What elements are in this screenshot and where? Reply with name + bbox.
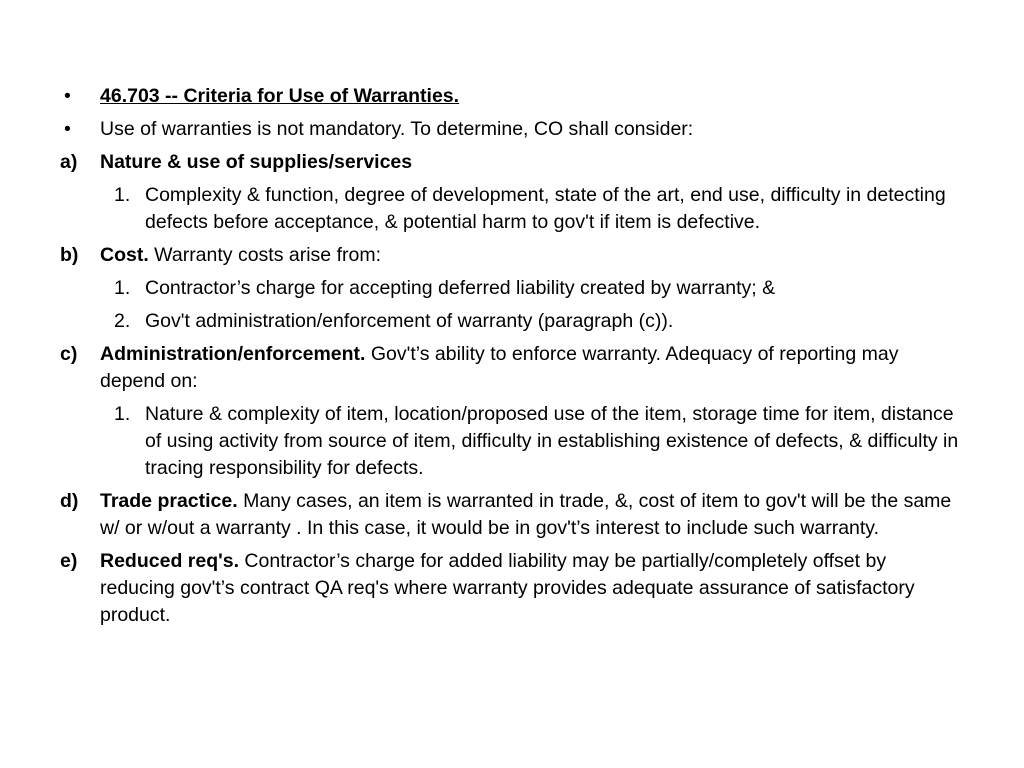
sub-marker: 1. xyxy=(114,277,131,299)
criterion-title: Cost. xyxy=(100,244,149,266)
criterion-text: Contractor’s charge for added liability may be partially/completely offset by reducing gov't’s contract QA req's where warranty provides adequate assurance of satisfactory product. xyxy=(100,550,915,626)
bullet-marker: • xyxy=(64,118,71,140)
criterion-text: Many cases, an item is warranted in trade, &, cost of item to gov't will be the same w/ or w/out a warranty . In this case, it would be in gov't’s interest to include such warranty. xyxy=(100,490,952,539)
sub-text: Nature & complexity of item, location/proposed use of the item, storage time for item, distance of using activity from source of item, difficulty in establishing existence of defects, & difficulty in tracing responsibility for defects. xyxy=(145,403,959,479)
criterion-title: Trade practice. xyxy=(100,490,238,512)
bullet-intro xyxy=(60,116,960,143)
sub-marker: 1. xyxy=(114,403,131,425)
criterion-b xyxy=(60,242,960,269)
section-title: 46.703 -- Criteria for Use of Warranties. xyxy=(100,85,460,107)
criterion-marker: e) xyxy=(60,550,78,572)
criterion-c xyxy=(60,341,960,395)
criterion-text: Warranty costs arise from: xyxy=(148,244,381,266)
criterion-b-sub-2 xyxy=(114,308,960,335)
sub-marker: 1. xyxy=(114,184,131,206)
sub-marker: 2. xyxy=(114,310,131,332)
criterion-marker: c) xyxy=(60,343,78,365)
criterion-c-sub-1 xyxy=(114,401,960,482)
bullet-heading xyxy=(60,83,960,110)
criterion-title: Nature & use of supplies/services xyxy=(100,151,413,173)
criterion-text: Gov't’s ability to enforce warranty. Adequacy of reporting may depend on: xyxy=(100,343,899,392)
sub-text: Complexity & function, degree of development, state of the art, end use, difficulty in detecting defects before acceptance, & potential harm to gov't if item is defective. xyxy=(145,184,946,233)
bullet-marker: • xyxy=(64,85,71,107)
criterion-e xyxy=(60,548,960,629)
intro-text: Use of warranties is not mandatory. To determine, CO shall consider: xyxy=(100,118,694,140)
criterion-d xyxy=(60,488,960,542)
criterion-a-sub-1 xyxy=(114,182,960,236)
criterion-title: Administration/enforcement. xyxy=(100,343,366,365)
criterion-b-sub-1 xyxy=(114,275,960,302)
criterion-title: Reduced req's. xyxy=(100,550,240,572)
criterion-marker: a) xyxy=(60,151,78,173)
criterion-marker: d) xyxy=(60,490,79,512)
criterion-a xyxy=(60,149,960,176)
sub-text: Gov't administration/enforcement of warranty (paragraph (c)). xyxy=(145,310,674,332)
slide-body xyxy=(60,83,960,635)
criterion-marker: b) xyxy=(60,244,79,266)
sub-text: Contractor’s charge for accepting deferred liability created by warranty; & xyxy=(145,277,776,299)
